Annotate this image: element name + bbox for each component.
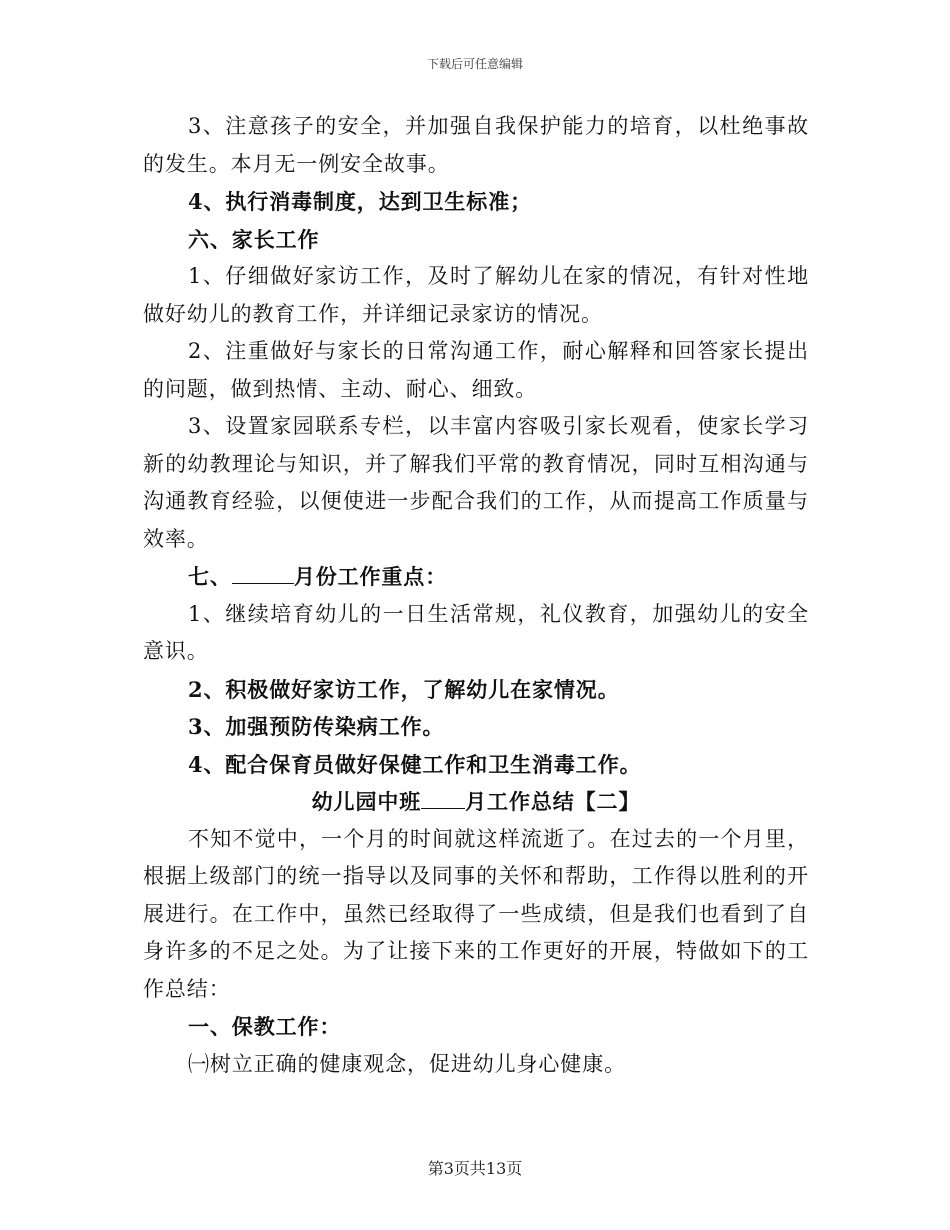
paragraph-contact-column: 3、设置家园联系专栏，以丰富内容吸引家长观看，使家长学习新的幼教理论与知识，并了解我们平常的教育情况，同时互相沟通与沟通教育经验，以便使进一步配合我们的工作，从而提高工作质量与效率。: [143, 414, 809, 551]
section-title-summary-two: [143, 783, 809, 821]
paragraph-focus-health-care: 4、配合保育员做好保健工作和卫生消毒工作。: [188, 751, 642, 777]
page-footer-number: 第3页共13页: [427, 1159, 523, 1178]
heading-monthly-focus-suffix: 月份工作重点：: [293, 564, 448, 589]
section-title-suffix: 月工作总结【二】: [465, 789, 641, 814]
heading-monthly-focus-prefix: 七、: [188, 564, 232, 589]
paragraph-disinfection: 4、执行消毒制度，达到卫生标准；: [188, 189, 533, 214]
section-title-prefix: 幼儿园中班: [311, 789, 422, 814]
page-header-note: 下载后可任意编辑: [426, 57, 523, 71]
paragraph-introduction: 不知不觉中，一个月的时间就这样流逝了。在过去的一个月里，根据上级部门的统一指导以及同事的关怀和帮助，工作得以胜利的开展进行。在工作中，虽然已经取得了一些成绩，但是我们也看到了自身许多的不足之处。为了让接下来的工作更好的开展，特做如下的工作总结：: [143, 826, 809, 1001]
heading-monthly-focus: [143, 558, 809, 596]
paragraph-health-concept: ㈠树立正确的健康观念，促进幼儿身心健康。: [188, 1051, 626, 1076]
blank-underline: [232, 563, 294, 584]
heading-parent-work: 六、家长工作: [188, 226, 320, 252]
paragraph-parent-communication: 2、注重做好与家长的日常沟通工作，耐心解释和回答家长提出的问题，做到热情、主动、耐心、细致。: [143, 339, 809, 401]
paragraph-daily-routine: 1、继续培育幼儿的一日生活常规，礼仪教育，加强幼儿的安全意识。: [143, 601, 809, 663]
document-body: [143, 108, 809, 1083]
blank-underline: [421, 788, 465, 809]
paragraph-focus-disease-prevention: 3、加强预防传染病工作。: [188, 714, 445, 739]
paragraph-home-visits: 1、仔细做好家访工作，及时了解幼儿在家的情况，有针对性地做好幼儿的教育工作，并详细记录家访的情况。: [143, 264, 809, 326]
heading-care-education: 一、保教工作：: [188, 1014, 342, 1039]
paragraph-focus-home-visits: 2、积极做好家访工作，了解幼儿在家情况。: [188, 676, 620, 702]
paragraph-safety: 3、注意孩子的安全，并加强自我保护能力的培育，以杜绝事故的发生。本月无一例安全故事。: [143, 114, 809, 176]
